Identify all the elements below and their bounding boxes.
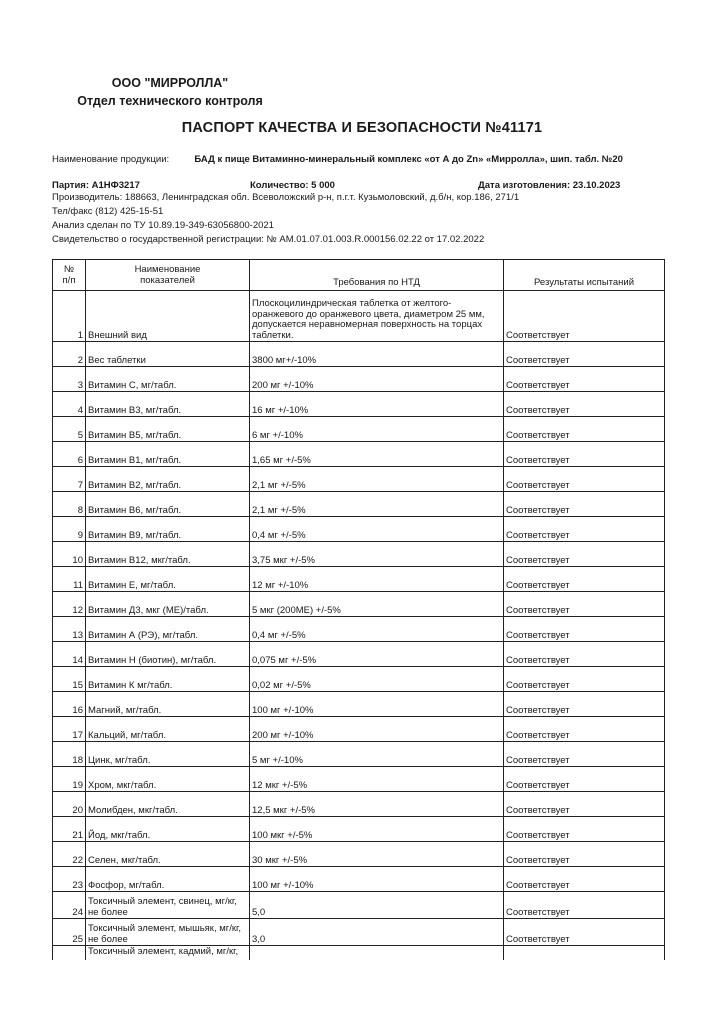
requirement: 3,0 xyxy=(250,919,504,946)
date-label: Дата изготовления: xyxy=(478,180,571,191)
test-result: Соответствует xyxy=(504,592,665,617)
test-result: Соответствует xyxy=(504,842,665,867)
producer-value: 188663, Ленинградская обл. Всеволожский р-н, п.г.т. Кузьмоловский, д.б/н, кор.186, 271/1 xyxy=(124,192,520,203)
analysis-line: Анализ сделан по ТУ 10.89.19-349-63056800-2021 xyxy=(52,220,274,231)
batch-line xyxy=(52,180,632,191)
table-row xyxy=(53,467,665,492)
row-number: 8 xyxy=(53,492,86,517)
table-row xyxy=(53,291,665,342)
test-result: Соответствует xyxy=(504,517,665,542)
test-result: Соответствует xyxy=(504,367,665,392)
table-row xyxy=(53,567,665,592)
row-number: 13 xyxy=(53,617,86,642)
indicator-name: Витамин В3, мг/табл. xyxy=(86,392,250,417)
test-result: Соответствует xyxy=(504,892,665,919)
test-result: Соответствует xyxy=(504,492,665,517)
row-number: 11 xyxy=(53,567,86,592)
test-result: Соответствует xyxy=(504,392,665,417)
row-number xyxy=(53,946,86,961)
indicator-name: Витамин Н (биотин), мг/табл. xyxy=(86,642,250,667)
table-row xyxy=(53,417,665,442)
row-number: 7 xyxy=(53,467,86,492)
table-row xyxy=(53,842,665,867)
table-row xyxy=(53,542,665,567)
row-number: 15 xyxy=(53,667,86,692)
row-number: 19 xyxy=(53,767,86,792)
test-result: Соответствует xyxy=(504,567,665,592)
table-row xyxy=(53,392,665,417)
table-row xyxy=(53,642,665,667)
requirement: 0,4 мг +/-5% xyxy=(250,617,504,642)
requirement: 3,75 мкг +/-5% xyxy=(250,542,504,567)
department-name: Отдел технического контроля xyxy=(77,94,263,108)
test-result: Соответствует xyxy=(504,867,665,892)
row-number: 14 xyxy=(53,642,86,667)
requirement: 100 мг +/-10% xyxy=(250,867,504,892)
requirement: 0,02 мг +/-5% xyxy=(250,667,504,692)
indicator-name: Витамин Д3, мкг (МЕ)/табл. xyxy=(86,592,250,617)
test-result: Соответствует xyxy=(504,542,665,567)
test-result: Соответствует xyxy=(504,667,665,692)
test-result: Соответствует xyxy=(504,717,665,742)
organization-block xyxy=(60,74,280,110)
row-number: 9 xyxy=(53,517,86,542)
row-number: 3 xyxy=(53,367,86,392)
requirement: 0,075 мг +/-5% xyxy=(250,642,504,667)
header-name: Наименование показателей xyxy=(86,260,250,291)
product-line xyxy=(52,154,623,165)
table-body xyxy=(53,291,665,961)
indicator-name: Витамин К мг/табл. xyxy=(86,667,250,692)
table-row xyxy=(53,742,665,767)
requirement xyxy=(250,946,504,961)
quantity-label: Количество: xyxy=(250,180,309,191)
test-result: Соответствует xyxy=(504,291,665,342)
table-row xyxy=(53,767,665,792)
requirement: 3800 мг+/-10% xyxy=(250,342,504,367)
row-number: 16 xyxy=(53,692,86,717)
indicator-name: Витамин В2, мг/табл. xyxy=(86,467,250,492)
indicator-name: Хром, мкг/табл. xyxy=(86,767,250,792)
requirement: Плоскоцилиндрическая таблетка от желтого-оранжевого до оранжевого цвета, диаметром 25 мм, допускается неравномерная поверхность на торцах таблетки. xyxy=(250,291,504,342)
indicator-name: Токсичный элемент, кадмий, мг/кг, xyxy=(86,946,250,961)
test-result: Соответствует xyxy=(504,742,665,767)
requirement: 5 мг +/-10% xyxy=(250,742,504,767)
indicator-name: Вес таблетки xyxy=(86,342,250,367)
indicator-name: Кальций, мг/табл. xyxy=(86,717,250,742)
indicator-name: Витамин Е, мг/табл. xyxy=(86,567,250,592)
product-label: Наименование продукции: xyxy=(52,154,170,165)
row-number: 4 xyxy=(53,392,86,417)
requirement: 12 мкг +/-5% xyxy=(250,767,504,792)
table-row xyxy=(53,867,665,892)
row-number: 17 xyxy=(53,717,86,742)
table-row xyxy=(53,517,665,542)
table-row xyxy=(53,817,665,842)
producer-label: Производитель: xyxy=(52,192,123,203)
row-number: 25 xyxy=(53,919,86,946)
requirement: 12,5 мкг +/-5% xyxy=(250,792,504,817)
indicator-name: Фосфор, мг/табл. xyxy=(86,867,250,892)
table-row xyxy=(53,617,665,642)
indicator-name: Молибден, мкг/табл. xyxy=(86,792,250,817)
indicator-name: Токсичный элемент, свинец, мг/кг, не более xyxy=(86,892,250,919)
batch-label: Партия: xyxy=(52,180,89,191)
requirement: 5 мкг (200МЕ) +/-5% xyxy=(250,592,504,617)
indicator-name: Витамин В6, мг/табл. xyxy=(86,492,250,517)
row-number: 6 xyxy=(53,442,86,467)
table-row xyxy=(53,342,665,367)
row-number: 10 xyxy=(53,542,86,567)
table-row xyxy=(53,367,665,392)
test-result: Соответствует xyxy=(504,342,665,367)
test-result: Соответствует xyxy=(504,417,665,442)
table-header xyxy=(53,260,665,291)
requirement: 16 мг +/-10% xyxy=(250,392,504,417)
indicator-name: Витамин С, мг/табл. xyxy=(86,367,250,392)
table-row xyxy=(53,667,665,692)
test-result xyxy=(504,946,665,961)
header-num: № п/п xyxy=(53,260,86,291)
row-number: 20 xyxy=(53,792,86,817)
test-result: Соответствует xyxy=(504,617,665,642)
table-row xyxy=(53,717,665,742)
requirement: 2,1 мг +/-5% xyxy=(250,492,504,517)
requirement: 1,65 мг +/-5% xyxy=(250,442,504,467)
requirement: 100 мкг +/-5% xyxy=(250,817,504,842)
product-value: БАД к пище Витаминно-минеральный комплекс «от А до Zn» «Мирролла», шип. табл. №20 xyxy=(194,154,623,165)
producer-line xyxy=(52,192,519,203)
indicator-name: Внешний вид xyxy=(86,291,250,342)
table-row xyxy=(53,892,665,919)
phone-line: Тел/факс (812) 425-15-51 xyxy=(52,206,164,217)
batch-value: А1НФ3217 xyxy=(91,180,140,191)
indicator-name: Витамин В12, мкг/табл. xyxy=(86,542,250,567)
indicator-name: Магний, мг/табл. xyxy=(86,692,250,717)
table-row xyxy=(53,692,665,717)
page-title: ПАСПОРТ КАЧЕСТВА И БЕЗОПАСНОСТИ №41171 xyxy=(181,120,543,136)
table-row xyxy=(53,492,665,517)
row-number: 21 xyxy=(53,817,86,842)
requirement: 100 мг +/-10% xyxy=(250,692,504,717)
table-row xyxy=(53,792,665,817)
test-result: Соответствует xyxy=(504,792,665,817)
test-result: Соответствует xyxy=(504,467,665,492)
requirement: 5,0 xyxy=(250,892,504,919)
test-result: Соответствует xyxy=(504,919,665,946)
test-result: Соответствует xyxy=(504,817,665,842)
row-number: 2 xyxy=(53,342,86,367)
table-row xyxy=(53,442,665,467)
requirement: 0,4 мг +/-5% xyxy=(250,517,504,542)
table-row xyxy=(53,592,665,617)
table-row xyxy=(53,919,665,946)
test-result: Соответствует xyxy=(504,767,665,792)
certificate-line: Свидетельство о государственной регистрации: № AM.01.07.01.003.R.000156.02.22 от 17.02.2022 xyxy=(52,234,485,245)
row-number: 1 xyxy=(53,291,86,342)
test-result: Соответствует xyxy=(504,642,665,667)
quality-table xyxy=(52,259,665,960)
indicator-name: Токсичный элемент, мышьяк, мг/кг, не более xyxy=(86,919,250,946)
indicator-name: Цинк, мг/табл. xyxy=(86,742,250,767)
row-number: 5 xyxy=(53,417,86,442)
requirement: 200 мг +/-10% xyxy=(250,717,504,742)
requirement: 200 мг +/-10% xyxy=(250,367,504,392)
requirement: 6 мг +/-10% xyxy=(250,417,504,442)
indicator-name: Витамин В5, мг/табл. xyxy=(86,417,250,442)
indicator-name: Витамин А (РЭ), мг/табл. xyxy=(86,617,250,642)
row-number: 23 xyxy=(53,867,86,892)
header-requirements: Требования по НТД xyxy=(250,260,504,291)
header-results: Результаты испытаний xyxy=(504,260,665,291)
quantity-value: 5 000 xyxy=(311,180,335,191)
row-number: 22 xyxy=(53,842,86,867)
indicator-name: Йод, мкг/табл. xyxy=(86,817,250,842)
requirement: 30 мкг +/-5% xyxy=(250,842,504,867)
requirement: 2,1 мг +/-5% xyxy=(250,467,504,492)
requirement: 12 мг +/-10% xyxy=(250,567,504,592)
indicator-name: Витамин В9, мг/табл. xyxy=(86,517,250,542)
test-result: Соответствует xyxy=(504,692,665,717)
organization-name: ООО "МИРРОЛЛА" xyxy=(111,76,229,90)
row-number: 24 xyxy=(53,892,86,919)
row-number: 12 xyxy=(53,592,86,617)
indicator-name: Селен, мкг/табл. xyxy=(86,842,250,867)
date-value: 23.10.2023 xyxy=(572,180,621,191)
test-result: Соответствует xyxy=(504,442,665,467)
row-number: 18 xyxy=(53,742,86,767)
table-row xyxy=(53,946,665,961)
indicator-name: Витамин В1, мг/табл. xyxy=(86,442,250,467)
